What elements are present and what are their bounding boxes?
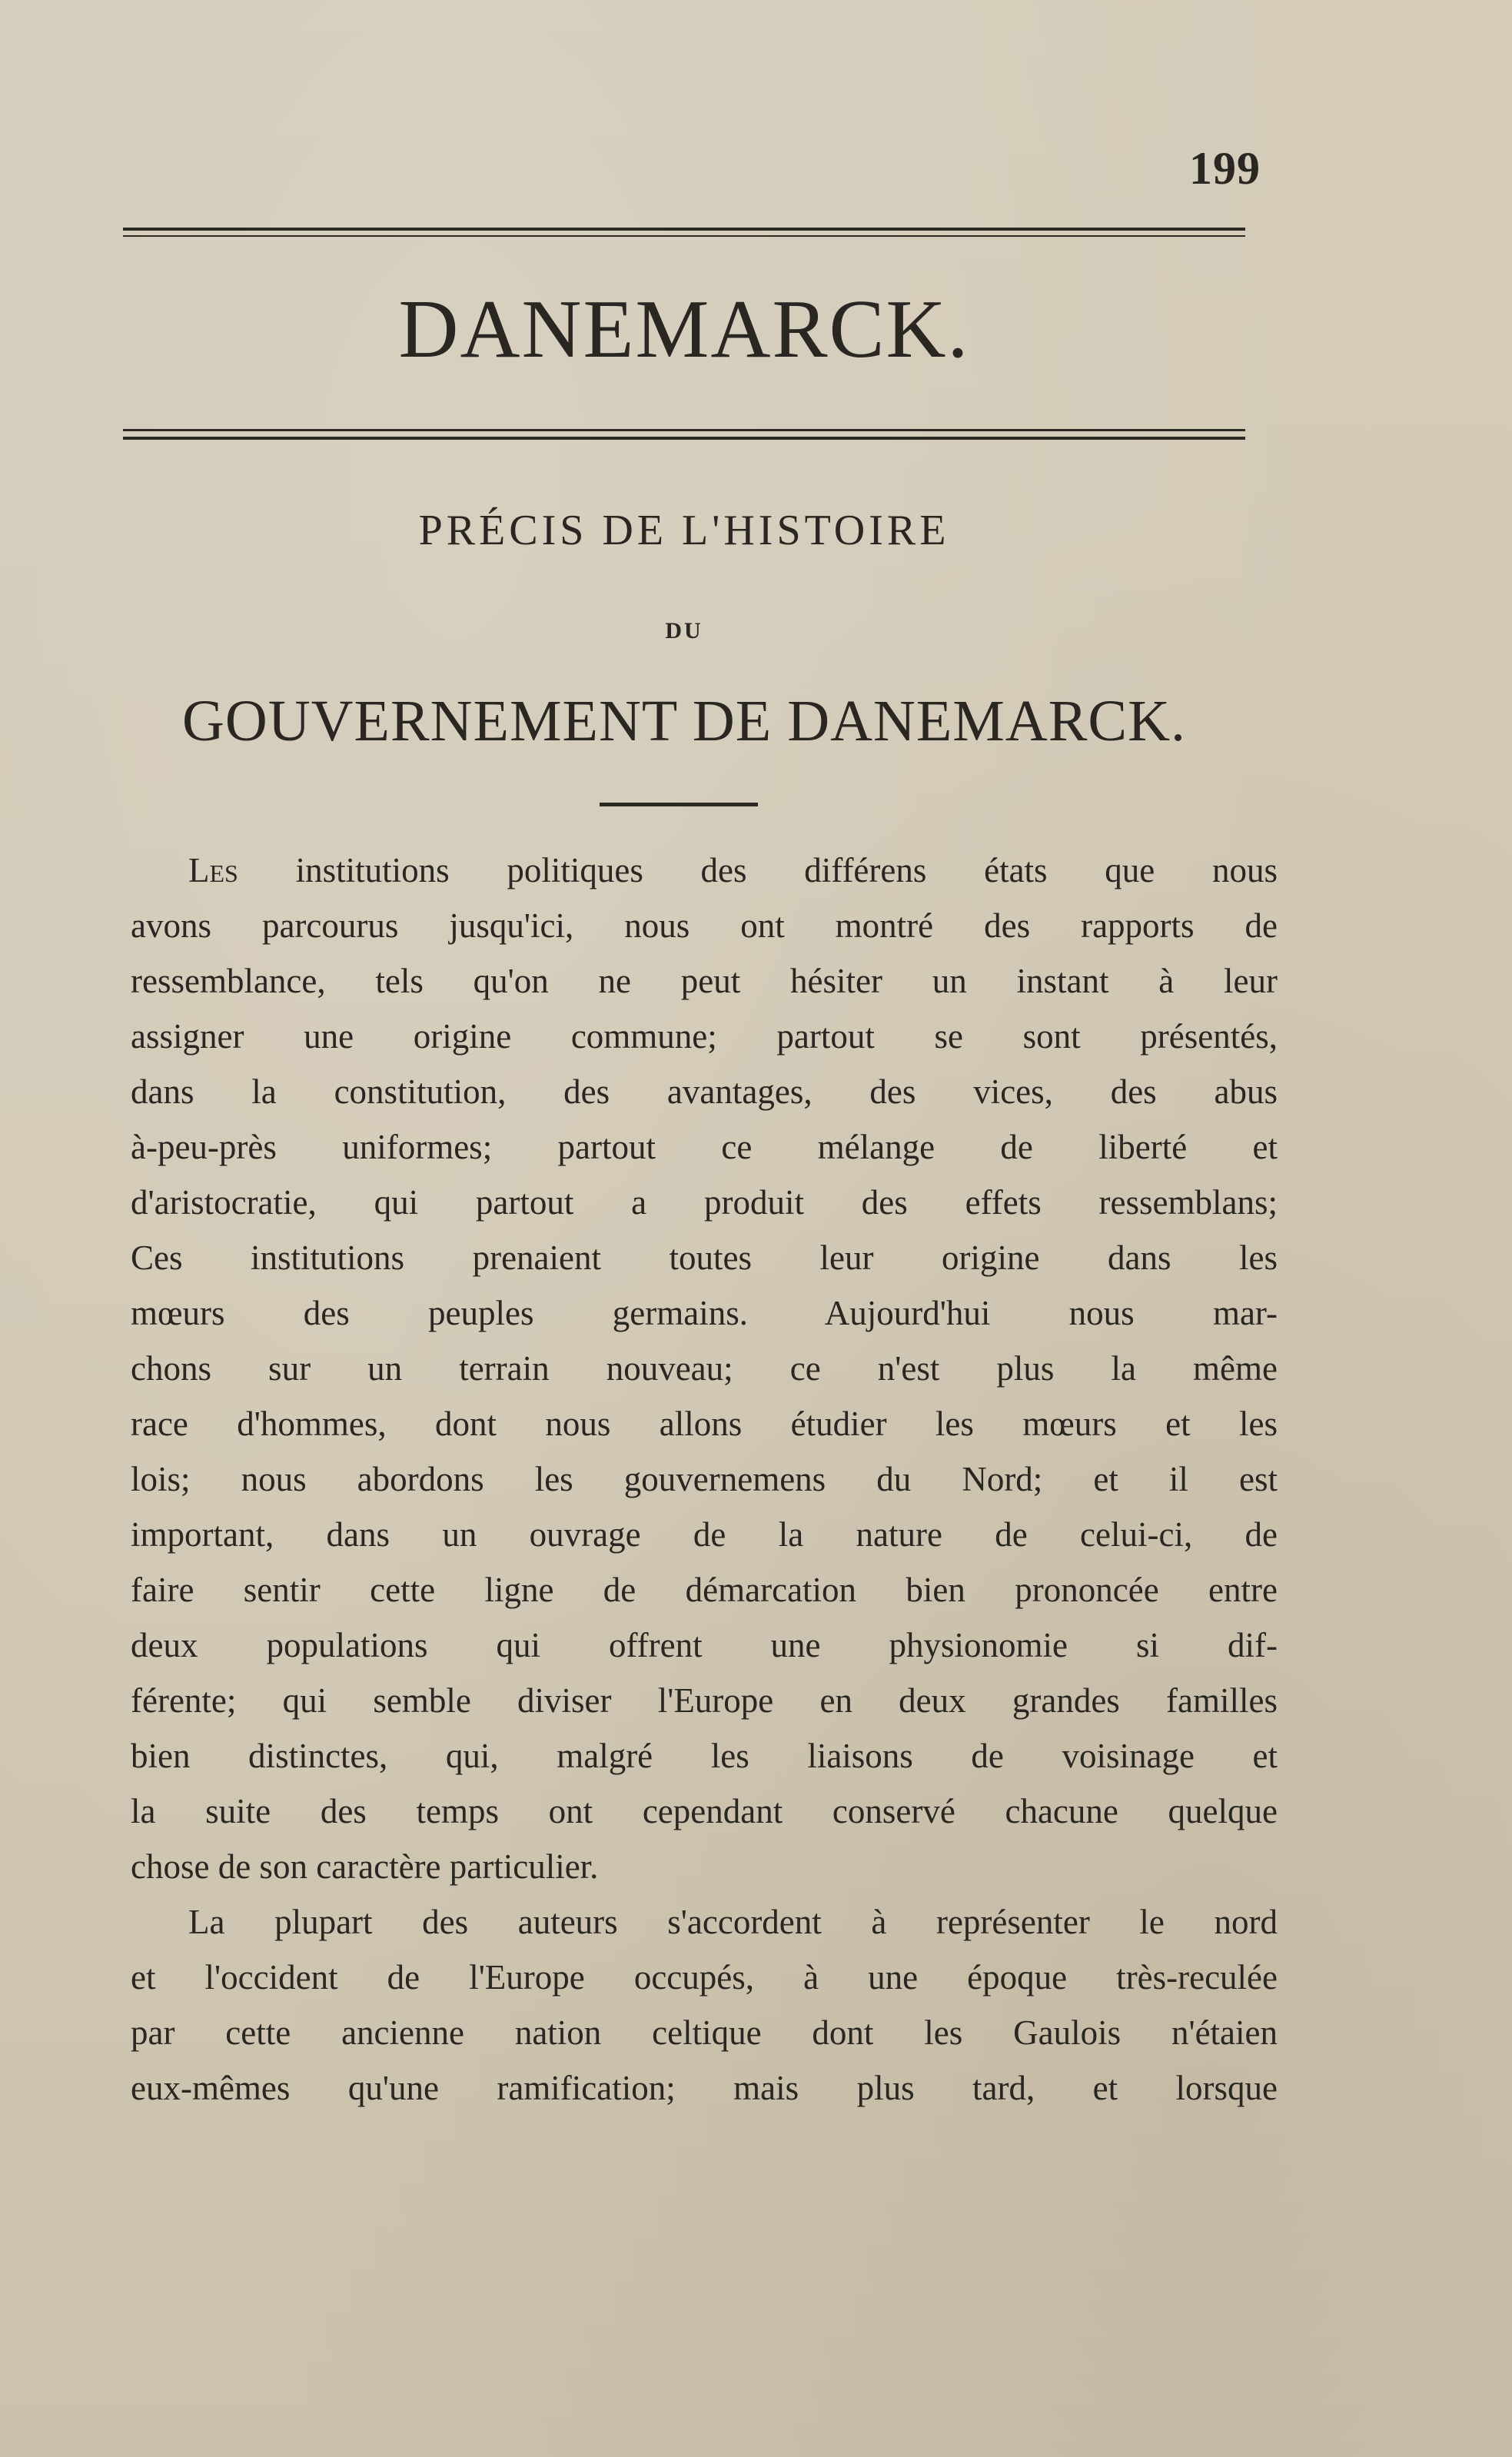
chapter-title: DANEMARCK. (398, 284, 970, 375)
paragraph-1-line: lois; nous abordons les gouvernemens du Nord; et il est (131, 1460, 1278, 1498)
paragraph-1-line: chons sur un terrain nouveau; ce n'est plus la même (131, 1349, 1278, 1388)
paragraph-1-first-word: Les (188, 851, 238, 889)
paragraph-1-line: Ces institutions prenaient toutes leur origine dans les (131, 1238, 1278, 1277)
paragraph-1-line: chose de son caractère particulier. (131, 1847, 599, 1886)
paragraph-1-line: avons parcourus jusqu'ici, nous ont montré des rapports de (131, 906, 1278, 945)
paragraph-1-line: deux populations qui offrent une physionomie si dif- (131, 1626, 1278, 1664)
page-number: 199 (1189, 143, 1261, 194)
paragraph-2-line: par cette ancienne nation celtique dont les Gaulois n'étaien (131, 2013, 1278, 2052)
top-double-rule (123, 228, 1245, 237)
title-double-rule (123, 429, 1245, 440)
paragraph-1-line: à-peu-près uniformes; partout ce mélange de liberté et (131, 1128, 1278, 1166)
paragraph-1-line: d'aristocratie, qui partout a produit des effets ressemblans; (131, 1183, 1278, 1222)
paragraph-2-line: La plupart des auteurs s'accordent à représenter le nord (188, 1903, 1278, 1941)
paragraph-1-line: ressemblance, tels qu'on ne peut hésiter un instant à leur (131, 962, 1278, 1000)
paragraph-2-line: et l'occident de l'Europe occupés, à une époque très-reculée (131, 1958, 1278, 1997)
section-heading-line-2: DU (665, 618, 703, 643)
paragraph-1-line: race d'hommes, dont nous allons étudier les mœurs et les (131, 1405, 1278, 1443)
paragraph-1-line: férente; qui semble diviser l'Europe en deux grandes familles (131, 1681, 1278, 1720)
paragraph-1-line: la suite des temps ont cependant conservé chacune quelque (131, 1792, 1278, 1830)
paragraph-1-line (188, 853, 1278, 888)
paragraph-1-line: faire sentir cette ligne de démarcation bien prononcée entre (131, 1571, 1278, 1609)
paragraph-2-line: eux-mêmes qu'une ramification; mais plus tard, et lorsque (131, 2069, 1278, 2107)
paragraph-1-line-text: institutions politiques des différens états que nous (238, 851, 1278, 889)
paragraph-1-line: assigner une origine commune; partout se sont présentés, (131, 1017, 1278, 1056)
paragraph-1-line: important, dans un ouvrage de la nature de celui-ci, de (131, 1515, 1278, 1554)
heading-separator-rule (600, 803, 758, 806)
paragraph-1-line: dans la constitution, des avantages, des vices, des abus (131, 1072, 1278, 1111)
paragraph-1-line: bien distinctes, qui, malgré les liaisons de voisinage et (131, 1737, 1278, 1775)
section-heading-line-3: GOUVERNEMENT DE DANEMARCK. (181, 689, 1186, 753)
section-heading-line-1: PRÉCIS DE L'HISTOIRE (418, 507, 950, 554)
paragraph-1-line: mœurs des peuples germains. Aujourd'hui nous mar- (131, 1294, 1278, 1332)
